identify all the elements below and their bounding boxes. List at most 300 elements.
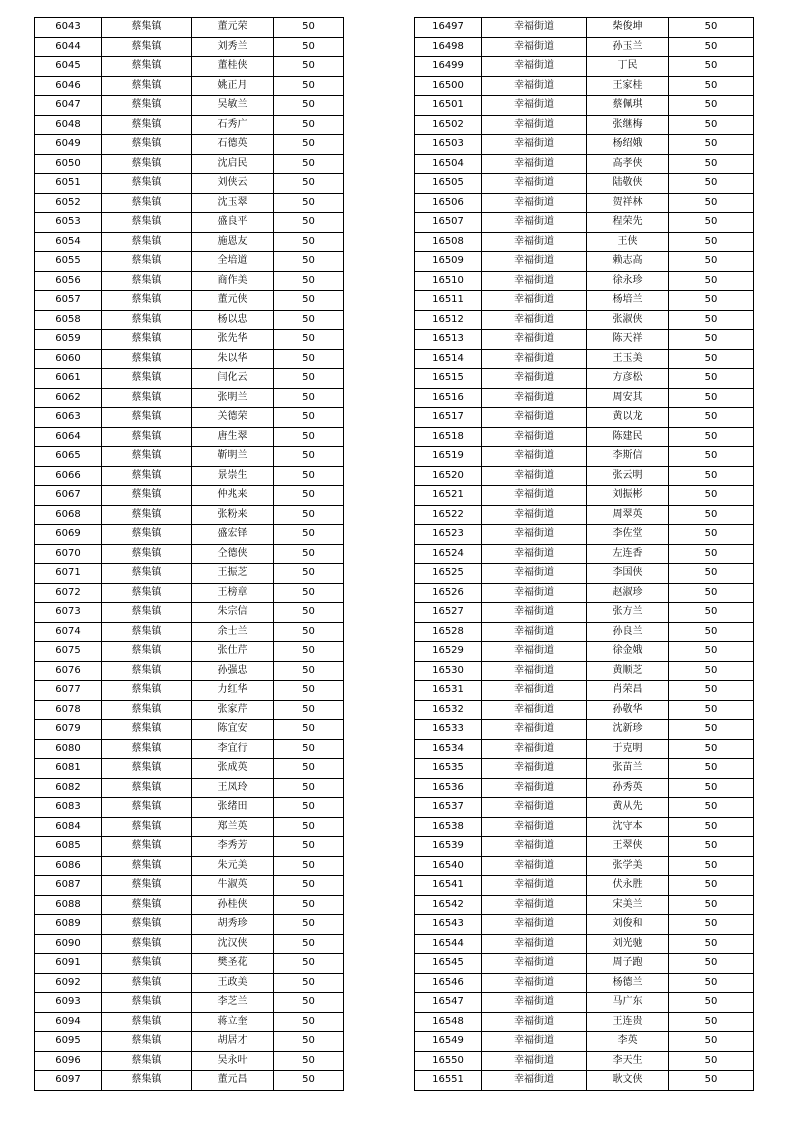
serial-cell: 6095 — [35, 1032, 102, 1052]
serial-cell: 16515 — [415, 369, 482, 389]
district-cell: 蔡集镇 — [102, 661, 192, 681]
table-row — [415, 837, 754, 857]
serial-cell: 6049 — [35, 135, 102, 155]
table-row — [35, 895, 344, 915]
district-cell: 蔡集镇 — [102, 544, 192, 564]
serial-cell: 16505 — [415, 174, 482, 194]
table-row — [415, 115, 754, 135]
name-cell: 唐生翠 — [192, 427, 274, 447]
table-row — [415, 57, 754, 77]
district-cell: 蔡集镇 — [102, 96, 192, 116]
table-row — [415, 856, 754, 876]
name-cell: 孙敬华 — [587, 700, 669, 720]
serial-cell: 16529 — [415, 642, 482, 662]
amount-cell: 50 — [669, 642, 754, 662]
district-cell: 幸福街道 — [482, 1051, 587, 1071]
table-row — [415, 174, 754, 194]
name-cell: 朱以华 — [192, 349, 274, 369]
district-cell: 蔡集镇 — [102, 37, 192, 57]
table-row — [415, 934, 754, 954]
serial-cell: 6055 — [35, 252, 102, 272]
table-row — [415, 96, 754, 116]
name-cell: 王翠侠 — [587, 837, 669, 857]
name-cell: 周子跑 — [587, 954, 669, 974]
name-cell: 黄顺芝 — [587, 661, 669, 681]
serial-cell: 6078 — [35, 700, 102, 720]
amount-cell: 50 — [274, 291, 344, 311]
name-cell: 杨培兰 — [587, 291, 669, 311]
name-cell: 仝德侠 — [192, 544, 274, 564]
table-row — [35, 369, 344, 389]
serial-cell: 16543 — [415, 915, 482, 935]
table-row — [35, 154, 344, 174]
table-row — [35, 564, 344, 584]
right-roster-body — [415, 18, 754, 1091]
table-row — [415, 408, 754, 428]
name-cell: 靳明兰 — [192, 447, 274, 467]
name-cell: 杨德兰 — [587, 973, 669, 993]
district-cell: 幸福街道 — [482, 993, 587, 1013]
name-cell: 刘侠云 — [192, 174, 274, 194]
table-row — [415, 193, 754, 213]
serial-cell: 6080 — [35, 739, 102, 759]
name-cell: 张明兰 — [192, 388, 274, 408]
amount-cell: 50 — [669, 544, 754, 564]
name-cell: 孙桂侠 — [192, 895, 274, 915]
table-row — [415, 447, 754, 467]
serial-cell: 6064 — [35, 427, 102, 447]
name-cell: 沈守本 — [587, 817, 669, 837]
serial-cell: 6072 — [35, 583, 102, 603]
amount-cell: 50 — [274, 778, 344, 798]
name-cell: 程荣先 — [587, 213, 669, 233]
name-cell: 徐金娥 — [587, 642, 669, 662]
district-cell: 蔡集镇 — [102, 915, 192, 935]
name-cell: 沈玉翠 — [192, 193, 274, 213]
name-cell: 马广东 — [587, 993, 669, 1013]
table-row — [35, 349, 344, 369]
district-cell: 幸福街道 — [482, 856, 587, 876]
name-cell: 张先华 — [192, 330, 274, 350]
serial-cell: 16528 — [415, 622, 482, 642]
district-cell: 蔡集镇 — [102, 1051, 192, 1071]
district-cell: 幸福街道 — [482, 837, 587, 857]
amount-cell: 50 — [669, 135, 754, 155]
district-cell: 蔡集镇 — [102, 837, 192, 857]
amount-cell: 50 — [669, 993, 754, 1013]
amount-cell: 50 — [274, 1032, 344, 1052]
serial-cell: 16497 — [415, 18, 482, 38]
district-cell: 蔡集镇 — [102, 564, 192, 584]
name-cell: 董桂侠 — [192, 57, 274, 77]
table-row — [35, 115, 344, 135]
district-cell: 幸福街道 — [482, 408, 587, 428]
district-cell: 幸福街道 — [482, 115, 587, 135]
amount-cell: 50 — [669, 681, 754, 701]
amount-cell: 50 — [274, 603, 344, 623]
serial-cell: 6048 — [35, 115, 102, 135]
name-cell: 张方兰 — [587, 603, 669, 623]
name-cell: 贺祥林 — [587, 193, 669, 213]
district-cell: 蔡集镇 — [102, 193, 192, 213]
district-cell: 蔡集镇 — [102, 369, 192, 389]
table-row — [35, 817, 344, 837]
right-roster-table — [414, 17, 754, 1091]
name-cell: 力红华 — [192, 681, 274, 701]
district-cell: 幸福街道 — [482, 349, 587, 369]
district-cell: 蔡集镇 — [102, 330, 192, 350]
amount-cell: 50 — [669, 291, 754, 311]
district-cell: 蔡集镇 — [102, 603, 192, 623]
district-cell: 幸福街道 — [482, 135, 587, 155]
district-cell: 幸福街道 — [482, 291, 587, 311]
serial-cell: 16521 — [415, 486, 482, 506]
district-cell: 蔡集镇 — [102, 1012, 192, 1032]
amount-cell: 50 — [274, 57, 344, 77]
name-cell: 杨绍娥 — [587, 135, 669, 155]
serial-cell: 16523 — [415, 525, 482, 545]
amount-cell: 50 — [669, 720, 754, 740]
amount-cell: 50 — [669, 57, 754, 77]
table-row — [35, 388, 344, 408]
name-cell: 王凤玲 — [192, 778, 274, 798]
amount-cell: 50 — [274, 154, 344, 174]
amount-cell: 50 — [669, 1012, 754, 1032]
district-cell: 蔡集镇 — [102, 993, 192, 1013]
serial-cell: 6084 — [35, 817, 102, 837]
district-cell: 蔡集镇 — [102, 739, 192, 759]
name-cell: 孙良兰 — [587, 622, 669, 642]
district-cell: 蔡集镇 — [102, 115, 192, 135]
name-cell: 王侠 — [587, 232, 669, 252]
serial-cell: 16517 — [415, 408, 482, 428]
serial-cell: 6054 — [35, 232, 102, 252]
amount-cell: 50 — [669, 96, 754, 116]
serial-cell: 16534 — [415, 739, 482, 759]
serial-cell: 6082 — [35, 778, 102, 798]
amount-cell: 50 — [274, 681, 344, 701]
serial-cell: 6079 — [35, 720, 102, 740]
district-cell: 蔡集镇 — [102, 856, 192, 876]
serial-cell: 6097 — [35, 1071, 102, 1091]
table-row — [415, 486, 754, 506]
serial-cell: 16546 — [415, 973, 482, 993]
serial-cell: 16501 — [415, 96, 482, 116]
district-cell: 蔡集镇 — [102, 252, 192, 272]
amount-cell: 50 — [274, 895, 344, 915]
serial-cell: 16513 — [415, 330, 482, 350]
name-cell: 李宜行 — [192, 739, 274, 759]
district-cell: 幸福街道 — [482, 934, 587, 954]
amount-cell: 50 — [669, 1071, 754, 1091]
district-cell: 蔡集镇 — [102, 271, 192, 291]
serial-cell: 16540 — [415, 856, 482, 876]
serial-cell: 6052 — [35, 193, 102, 213]
serial-cell: 16544 — [415, 934, 482, 954]
serial-cell: 16545 — [415, 954, 482, 974]
serial-cell: 6056 — [35, 271, 102, 291]
serial-cell: 6091 — [35, 954, 102, 974]
name-cell: 郑兰英 — [192, 817, 274, 837]
name-cell: 刘振彬 — [587, 486, 669, 506]
name-cell: 周翠英 — [587, 505, 669, 525]
district-cell: 幸福街道 — [482, 1071, 587, 1091]
name-cell: 孙玉兰 — [587, 37, 669, 57]
table-row — [415, 603, 754, 623]
name-cell: 杨以忠 — [192, 310, 274, 330]
table-row — [35, 310, 344, 330]
table-row — [35, 505, 344, 525]
amount-cell: 50 — [669, 271, 754, 291]
table-row — [35, 876, 344, 896]
table-row — [35, 798, 344, 818]
serial-cell: 6074 — [35, 622, 102, 642]
amount-cell: 50 — [274, 232, 344, 252]
table-row — [35, 1071, 344, 1091]
name-cell: 黄从先 — [587, 798, 669, 818]
serial-cell: 6071 — [35, 564, 102, 584]
table-row — [35, 856, 344, 876]
amount-cell: 50 — [669, 505, 754, 525]
table-row — [415, 895, 754, 915]
amount-cell: 50 — [669, 115, 754, 135]
district-cell: 蔡集镇 — [102, 18, 192, 38]
district-cell: 幸福街道 — [482, 759, 587, 779]
name-cell: 董元荣 — [192, 18, 274, 38]
district-cell: 蔡集镇 — [102, 57, 192, 77]
table-row — [35, 232, 344, 252]
amount-cell: 50 — [274, 973, 344, 993]
table-row — [415, 993, 754, 1013]
table-row — [35, 993, 344, 1013]
district-cell: 幸福街道 — [482, 798, 587, 818]
district-cell: 幸福街道 — [482, 466, 587, 486]
serial-cell: 16539 — [415, 837, 482, 857]
district-cell: 幸福街道 — [482, 310, 587, 330]
amount-cell: 50 — [274, 310, 344, 330]
serial-cell: 16510 — [415, 271, 482, 291]
amount-cell: 50 — [669, 213, 754, 233]
amount-cell: 50 — [274, 135, 344, 155]
left-roster-body — [35, 18, 344, 1091]
name-cell: 陈宜安 — [192, 720, 274, 740]
serial-cell: 16537 — [415, 798, 482, 818]
amount-cell: 50 — [274, 330, 344, 350]
name-cell: 李国侠 — [587, 564, 669, 584]
district-cell: 蔡集镇 — [102, 583, 192, 603]
table-row — [35, 330, 344, 350]
serial-cell: 6085 — [35, 837, 102, 857]
amount-cell: 50 — [274, 622, 344, 642]
serial-cell: 6061 — [35, 369, 102, 389]
district-cell: 蔡集镇 — [102, 388, 192, 408]
serial-cell: 16535 — [415, 759, 482, 779]
table-row — [35, 525, 344, 545]
serial-cell: 6046 — [35, 76, 102, 96]
serial-cell: 16512 — [415, 310, 482, 330]
amount-cell: 50 — [669, 330, 754, 350]
name-cell: 李天生 — [587, 1051, 669, 1071]
district-cell: 幸福街道 — [482, 817, 587, 837]
district-cell: 蔡集镇 — [102, 505, 192, 525]
district-cell: 蔡集镇 — [102, 408, 192, 428]
name-cell: 肖荣昌 — [587, 681, 669, 701]
name-cell: 朱元美 — [192, 856, 274, 876]
table-row — [35, 642, 344, 662]
table-row — [35, 700, 344, 720]
district-cell: 幸福街道 — [482, 57, 587, 77]
amount-cell: 50 — [669, 466, 754, 486]
table-row — [415, 1051, 754, 1071]
serial-cell: 6070 — [35, 544, 102, 564]
district-cell: 蔡集镇 — [102, 486, 192, 506]
table-row — [35, 915, 344, 935]
district-cell: 蔡集镇 — [102, 681, 192, 701]
name-cell: 石德英 — [192, 135, 274, 155]
name-cell: 张苗兰 — [587, 759, 669, 779]
district-cell: 蔡集镇 — [102, 447, 192, 467]
amount-cell: 50 — [669, 525, 754, 545]
amount-cell: 50 — [274, 408, 344, 428]
table-row — [35, 57, 344, 77]
serial-cell: 6069 — [35, 525, 102, 545]
district-cell: 幸福街道 — [482, 720, 587, 740]
district-cell: 幸福街道 — [482, 915, 587, 935]
table-row — [35, 447, 344, 467]
table-row — [35, 213, 344, 233]
serial-cell: 16538 — [415, 817, 482, 837]
amount-cell: 50 — [274, 915, 344, 935]
table-row — [35, 466, 344, 486]
amount-cell: 50 — [274, 271, 344, 291]
amount-cell: 50 — [274, 193, 344, 213]
amount-cell: 50 — [274, 447, 344, 467]
table-row — [35, 486, 344, 506]
table-row — [415, 427, 754, 447]
name-cell: 方彦松 — [587, 369, 669, 389]
amount-cell: 50 — [669, 427, 754, 447]
name-cell: 张家芹 — [192, 700, 274, 720]
table-row — [415, 76, 754, 96]
table-row — [35, 1012, 344, 1032]
serial-cell: 6043 — [35, 18, 102, 38]
name-cell: 吴永叶 — [192, 1051, 274, 1071]
district-cell: 蔡集镇 — [102, 154, 192, 174]
name-cell: 赵淑珍 — [587, 583, 669, 603]
amount-cell: 50 — [669, 174, 754, 194]
district-cell: 蔡集镇 — [102, 291, 192, 311]
serial-cell: 16550 — [415, 1051, 482, 1071]
name-cell: 胡秀珍 — [192, 915, 274, 935]
name-cell: 张绪田 — [192, 798, 274, 818]
serial-cell: 6050 — [35, 154, 102, 174]
serial-cell: 16500 — [415, 76, 482, 96]
district-cell: 幸福街道 — [482, 622, 587, 642]
table-row — [35, 76, 344, 96]
table-row — [415, 583, 754, 603]
amount-cell: 50 — [274, 427, 344, 447]
amount-cell: 50 — [669, 856, 754, 876]
name-cell: 宋美兰 — [587, 895, 669, 915]
table-row — [415, 135, 754, 155]
name-cell: 李佐堂 — [587, 525, 669, 545]
amount-cell: 50 — [669, 388, 754, 408]
district-cell: 幸福街道 — [482, 154, 587, 174]
table-row — [415, 369, 754, 389]
serial-cell: 6096 — [35, 1051, 102, 1071]
table-row — [415, 954, 754, 974]
table-row — [35, 1051, 344, 1071]
amount-cell: 50 — [669, 349, 754, 369]
name-cell: 陈天祥 — [587, 330, 669, 350]
table-row — [415, 310, 754, 330]
left-roster-table — [34, 17, 344, 1091]
serial-cell: 16504 — [415, 154, 482, 174]
table-row — [35, 778, 344, 798]
serial-cell: 6081 — [35, 759, 102, 779]
table-row — [35, 759, 344, 779]
serial-cell: 6089 — [35, 915, 102, 935]
name-cell: 孙强忠 — [192, 661, 274, 681]
amount-cell: 50 — [669, 739, 754, 759]
name-cell: 仲兆来 — [192, 486, 274, 506]
table-row — [35, 739, 344, 759]
name-cell: 李芝兰 — [192, 993, 274, 1013]
table-row — [35, 954, 344, 974]
name-cell: 高孝侠 — [587, 154, 669, 174]
district-cell: 蔡集镇 — [102, 700, 192, 720]
amount-cell: 50 — [669, 37, 754, 57]
name-cell: 孙秀英 — [587, 778, 669, 798]
name-cell: 张淑侠 — [587, 310, 669, 330]
serial-cell: 6058 — [35, 310, 102, 330]
table-row — [415, 154, 754, 174]
serial-cell: 16524 — [415, 544, 482, 564]
serial-cell: 6057 — [35, 291, 102, 311]
serial-cell: 6075 — [35, 642, 102, 662]
district-cell: 蔡集镇 — [102, 720, 192, 740]
serial-cell: 16522 — [415, 505, 482, 525]
amount-cell: 50 — [669, 18, 754, 38]
serial-cell: 16525 — [415, 564, 482, 584]
table-row — [415, 388, 754, 408]
table-row — [35, 96, 344, 116]
serial-cell: 6083 — [35, 798, 102, 818]
serial-cell: 16542 — [415, 895, 482, 915]
district-cell: 蔡集镇 — [102, 622, 192, 642]
district-cell: 幸福街道 — [482, 232, 587, 252]
table-row — [35, 603, 344, 623]
amount-cell: 50 — [669, 564, 754, 584]
name-cell: 周安其 — [587, 388, 669, 408]
table-row — [415, 330, 754, 350]
table-row — [415, 1071, 754, 1091]
serial-cell: 6067 — [35, 486, 102, 506]
district-cell: 幸福街道 — [482, 174, 587, 194]
table-row — [35, 174, 344, 194]
name-cell: 商作美 — [192, 271, 274, 291]
table-row — [415, 817, 754, 837]
amount-cell: 50 — [274, 213, 344, 233]
amount-cell: 50 — [274, 642, 344, 662]
amount-cell: 50 — [274, 349, 344, 369]
district-cell: 幸福街道 — [482, 954, 587, 974]
table-row — [415, 349, 754, 369]
amount-cell: 50 — [669, 154, 754, 174]
amount-cell: 50 — [669, 661, 754, 681]
name-cell: 张仕芹 — [192, 642, 274, 662]
name-cell: 张继梅 — [587, 115, 669, 135]
